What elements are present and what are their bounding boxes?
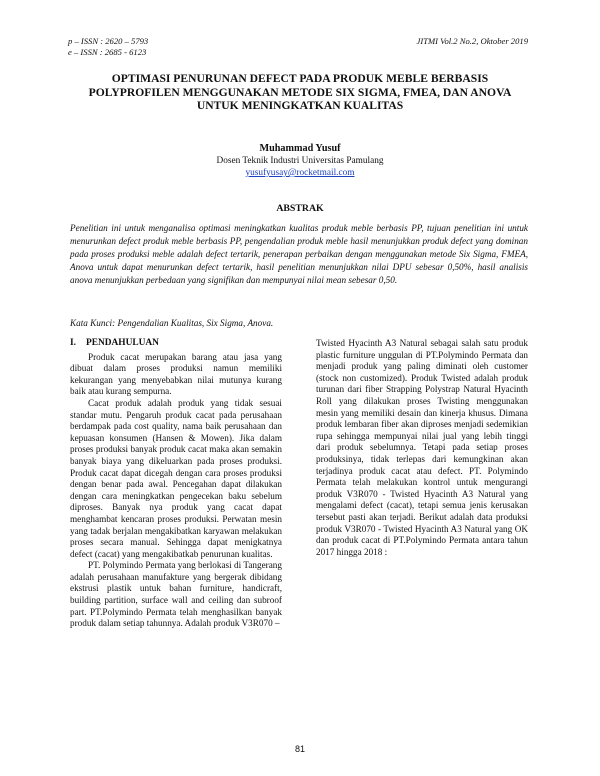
- author-affiliation: Dosen Teknik Industri Universitas Pamulang: [216, 156, 384, 166]
- title-line: POLYPROFILEN MENGGUNAKAN METODE SIX SIGMA, FMEA, DAN ANOVA: [88, 85, 512, 99]
- paper-title: [70, 72, 530, 113]
- title-line: UNTUK MENINGKATKAN KUALITAS: [196, 99, 404, 113]
- title-line: OPTIMASI PENURUNAN DEFECT PADA PRODUK MEBLE BERBASIS: [111, 72, 489, 85]
- abstract-heading: ABSTRAK: [276, 203, 324, 214]
- eissn: e – ISSN : 2685 - 6123: [68, 47, 147, 57]
- body-paragraph: PT. Polymindo Permata yang berlokasi di Tangerang adalah perusahaan manufakture yang bergerak dibidang ekstrusi plastik untuk bahan furniture, handicraft, building partition, surface wall and ceiling dan subroof part. PT.Polymindo Permata telah menghasilkan banyak produk dalam setiap tahunnya. Adalah produk V3R070 –: [70, 560, 282, 629]
- section-heading: [70, 338, 282, 350]
- page-number: 81: [294, 744, 305, 754]
- body-paragraph: Produk cacat merupakan barang atau jasa yang dibuat dalam proses produksi namun memiliki kekurangan yang menyebabkan nilai mutunya kurang baik atau kurang sempurna.: [70, 351, 282, 397]
- author-name: Muhammad Yusuf: [259, 143, 341, 154]
- section-title: PENDAHULUAN: [86, 338, 159, 348]
- section-number: I.: [70, 338, 76, 348]
- left-column: [70, 338, 282, 630]
- author-email-link[interactable]: yusufyusay@rocketmail.com: [245, 168, 355, 178]
- body-paragraph: Cacat produk adalah produk yang tidak sesuai standar mutu. Pengaruh produk cacat pada perusahaan berdampak pada cost quality, nama baik perusahaan dan kepuasan konsumen (Hansen & Mowen). Jika dalam proses produksi banyak produk cacat maka akan semakin banyak biaya yang dikeluarkan pada proses produksi. Produk cacat dapat dicegah dengan cara proses produksi dengan benar pada awal. Pencegahan dapat dilakukan dengan cara meningkatkan pengecekan baku sebelum diproses. Banyak nya produk yang cacat dapat menghambat kencaran proses produksi. Perwatan mesin yang tadak berjalan mengakibatkan karyawan melakukan proses secara manual. Sehingga dapat menigkatnya defect (cacat) yang mengakibatkab penurunan kualitas.: [70, 397, 282, 559]
- keywords: Kata Kunci: Pengendalian Kualitas, Six Sigma, Anova.: [70, 318, 274, 328]
- journal-info: JITMI Vol.2 No.2, Oktober 2019: [416, 36, 528, 46]
- abstract-text: Penelitian ini untuk menganalisa optimasi meningkatkan kualitas produk meble berbasis PP, tujuan penelitian ini untuk menurunkan defect produk meble berbasis PP, pengendalian produk meble hasil menunjukkan produk defect yang dominan pada proses produksi meble adalah defect tertarik, penerapan perbaikan dengan menggunakan metode Six Sigma, FMEA, Anova untuk dapat menurunkan defect tertarik, hasil penelitian menunjukkan nilai DPU sebesar 0,50%, hasil analisis anova menunjukkan perbedaan yang signifikan dan mempunyai nilai mean sebesar 0,50.: [70, 223, 528, 285]
- body-paragraph: Twisted Hyacinth A3 Natural sebagai salah satu produk plastic furniture unggulan di PT.Polymindo Permata dan menjadi produk yang paling diminati oleh customer (stock non customized). Produk Twisted adalah produk turunan dari fiber Strapping Polystrap Natural Hyacinth Roll yang dilakukan proses Twisting menggunakan mesin yang memiliki desain dan kinerja khusus. Dimana produk lembaran fiber akan diproses menjadi sedemikian rupa sehingga mempunyai nilai jual yang lebih tinggi dari produk sebelumnya. Tetapi pada setiap proses produksinya, tidak terlepas dari kemungkinan akan terjadinya produk cacat atau defect. PT. Polymindo Permata telah melakukan kontrol untuk mengurangi produk V3R070 - Twisted Hyacinth A3 Natural yang mengalami defect (cacat), tetapi semua jenis kerusakan tersebut pasti akan terjadi. Berikut adalah data produksi produk V3R070 - Twisted Hyacinth A3 Natural yang OK dan produk cacat di PT.Polymindo Permata antara tahun 2017 hingga 2018 :: [316, 338, 528, 557]
- pissn: p – ISSN : 2620 – 5793: [68, 36, 149, 46]
- issn-block: [68, 36, 148, 58]
- right-column: [316, 338, 528, 558]
